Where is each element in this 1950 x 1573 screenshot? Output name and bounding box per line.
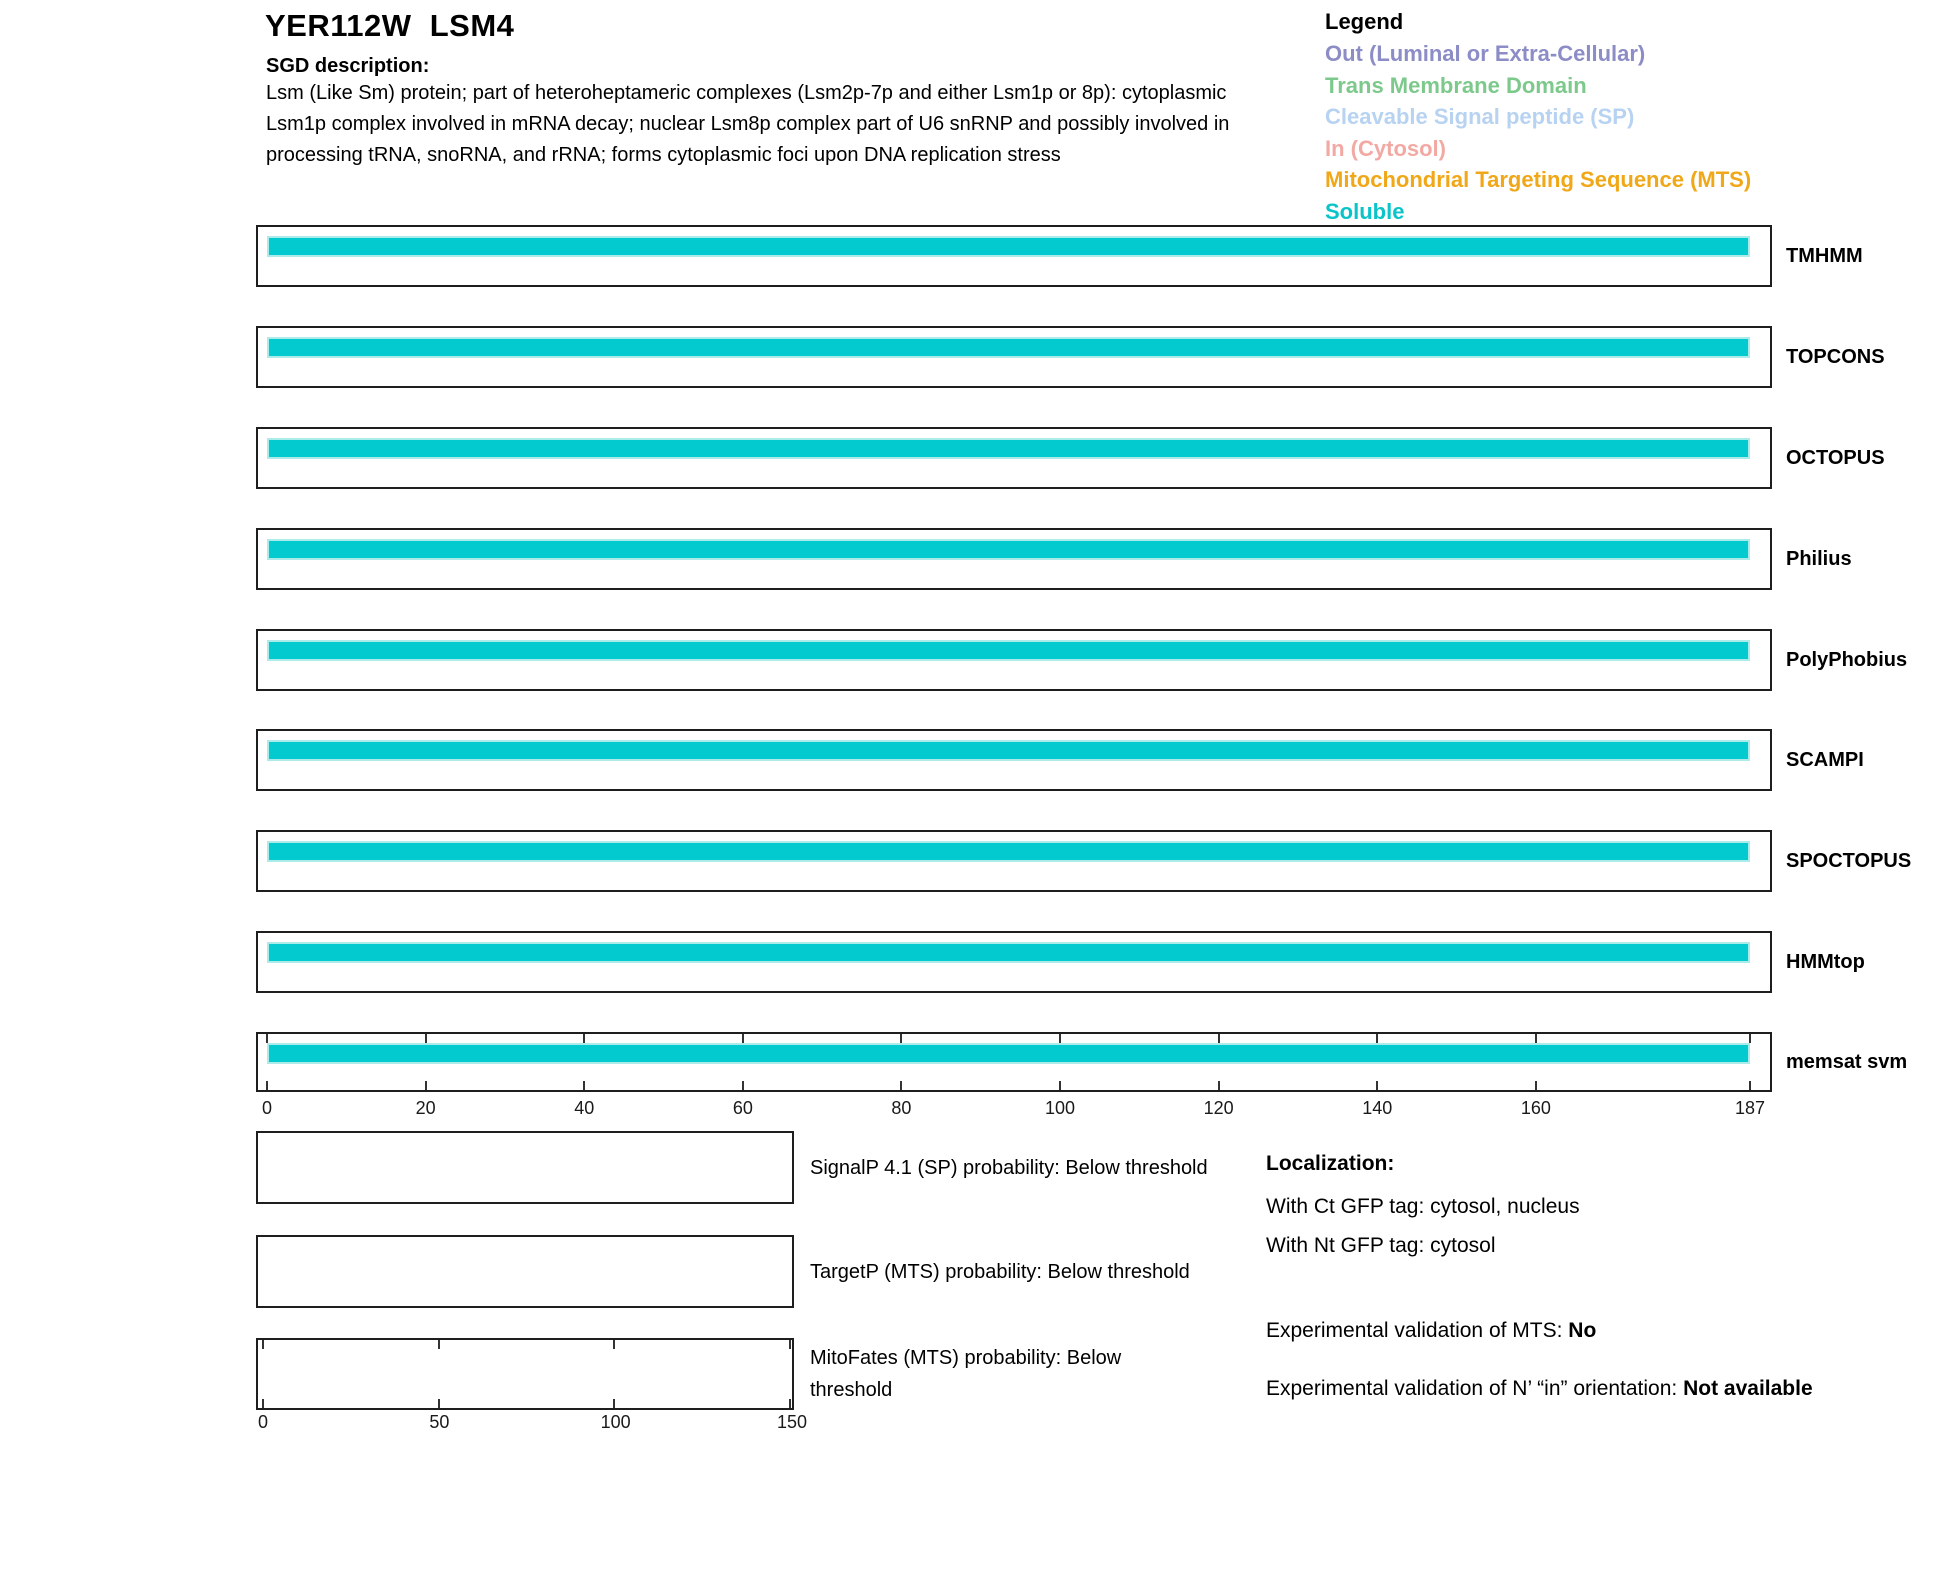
- mts-validation-line: [1266, 1317, 1826, 1344]
- mitofates-axis-labels: [257, 1412, 808, 1434]
- track-row-polyphobius: [256, 629, 1950, 691]
- prediction-bar-soluble: [267, 236, 1750, 257]
- axis-tick-label: 100: [1045, 1098, 1076, 1118]
- track-label: memsat svm: [1786, 1050, 1908, 1073]
- orientation-validation-label: Experimental validation of N’ “in” orientation:: [1266, 1377, 1684, 1400]
- prediction-bar-soluble: [267, 740, 1750, 761]
- prediction-bar-soluble: [267, 841, 1750, 862]
- axis-tick-label: 80: [891, 1098, 912, 1118]
- localization-heading: Localization:: [1266, 1152, 1395, 1175]
- track-label: SCAMPI: [1786, 748, 1864, 771]
- track-plot-box: [256, 225, 1772, 287]
- localization-nt-gfp-line: With Nt GFP tag: cytosol: [1266, 1234, 1496, 1257]
- prediction-bar-soluble: [267, 438, 1750, 459]
- axis-tick-label: 187: [1734, 1098, 1766, 1118]
- track-row-memsat-svm: [256, 1032, 1950, 1092]
- track-plot-box: [256, 830, 1772, 892]
- axis-tick-label: 40: [574, 1098, 595, 1118]
- prediction-bar-soluble: [267, 1043, 1750, 1064]
- track-plot-box: [256, 326, 1772, 388]
- track-plot-box: [256, 528, 1772, 590]
- track-plot-box: [256, 729, 1772, 791]
- sgd-description-text: Lsm (Like Sm) protein; part of heteroheptameric complexes (Lsm2p-7p and either Lsm1p or 8p): cytoplasmic Lsm1p complex involved in mRNA decay; nuclear Lsm8p complex part of U6 snRNP and possibly involved in processing tRNA, snoRNA, and rRNA; forms cytoplasmic foci upon DNA replication stress: [266, 82, 1230, 166]
- mts-validation-value: No: [1568, 1319, 1597, 1342]
- track-row-tmhmm: [256, 225, 1950, 287]
- track-row-philius: [256, 528, 1950, 590]
- prediction-bar-soluble: [267, 539, 1750, 560]
- sgd-description-label: SGD description:: [266, 55, 430, 77]
- legend-title: Legend: [1325, 9, 1404, 34]
- legend-item-mts: Mitochondrial Targeting Sequence (MTS): [1325, 167, 1752, 193]
- axis-tick-label: 50: [429, 1412, 450, 1432]
- prediction-bar-soluble: [267, 337, 1750, 358]
- legend-item-in-cytosol: In (Cytosol): [1325, 135, 1446, 161]
- mts-validation-label: Experimental validation of MTS:: [1266, 1319, 1569, 1342]
- legend: [1325, 6, 1751, 228]
- track-row-octopus: [256, 427, 1950, 489]
- prediction-bar-soluble: [267, 640, 1750, 661]
- track-label: PolyPhobius: [1786, 648, 1908, 671]
- axis-tick-label: 150: [776, 1412, 808, 1432]
- orientation-validation-value: Not available: [1683, 1377, 1813, 1400]
- axis-tick-label: 0: [261, 1098, 273, 1118]
- probability-plot-caption: MitoFates (MTS) probability: Below threshold: [810, 1347, 1122, 1401]
- track-label: Philius: [1786, 547, 1852, 570]
- axis-tick-label: 20: [415, 1098, 436, 1118]
- legend-item-transmembrane: Trans Membrane Domain: [1325, 72, 1587, 98]
- track-row-topcons: [256, 326, 1950, 388]
- localization-section: [1266, 1150, 1826, 1405]
- track-row-scampi: [256, 729, 1950, 791]
- prediction-bar-soluble: [267, 942, 1750, 963]
- track-label: TMHMM: [1786, 244, 1863, 267]
- track-row-spoctopus: [256, 830, 1950, 892]
- track-label: TOPCONS: [1786, 345, 1885, 368]
- legend-item-soluble: Soluble: [1325, 198, 1405, 224]
- axis-tick-label: 100: [600, 1412, 631, 1432]
- axis-tick-label: 140: [1362, 1098, 1393, 1118]
- legend-item-out: Out (Luminal or Extra-Cellular): [1325, 41, 1646, 66]
- probability-plot-box: [256, 1235, 794, 1308]
- track-label: HMMtop: [1786, 950, 1865, 973]
- orientation-validation-line: [1266, 1372, 1814, 1405]
- axis-tick-label: 60: [732, 1098, 753, 1118]
- probability-plot-box: [256, 1338, 794, 1410]
- localization-ct-gfp-line: With Ct GFP tag: cytosol, nucleus: [1266, 1195, 1580, 1218]
- axis-tick-label: 0: [257, 1412, 269, 1432]
- axis-tick-label: 160: [1520, 1098, 1551, 1118]
- axis-tick-label: 120: [1203, 1098, 1234, 1118]
- probability-plot-caption: TargetP (MTS) probability: Below threshold: [810, 1260, 1190, 1283]
- legend-item-signal-peptide: Cleavable Signal peptide (SP): [1325, 104, 1635, 130]
- page-title: YER112W LSM4: [265, 8, 515, 43]
- track-plot-box: [256, 629, 1772, 691]
- track-label: SPOCTOPUS: [1786, 849, 1912, 872]
- track-plot-box: [256, 1032, 1772, 1092]
- track-plot-box: [256, 427, 1772, 489]
- track-plot-box: [256, 931, 1772, 993]
- probability-plot-caption: SignalP 4.1 (SP) probability: Below threshold: [810, 1156, 1208, 1179]
- track-label: OCTOPUS: [1786, 446, 1885, 469]
- probability-plot-box: [256, 1131, 794, 1204]
- track-row-hmmtop: [256, 931, 1950, 993]
- x-axis-labels: [261, 1098, 1766, 1120]
